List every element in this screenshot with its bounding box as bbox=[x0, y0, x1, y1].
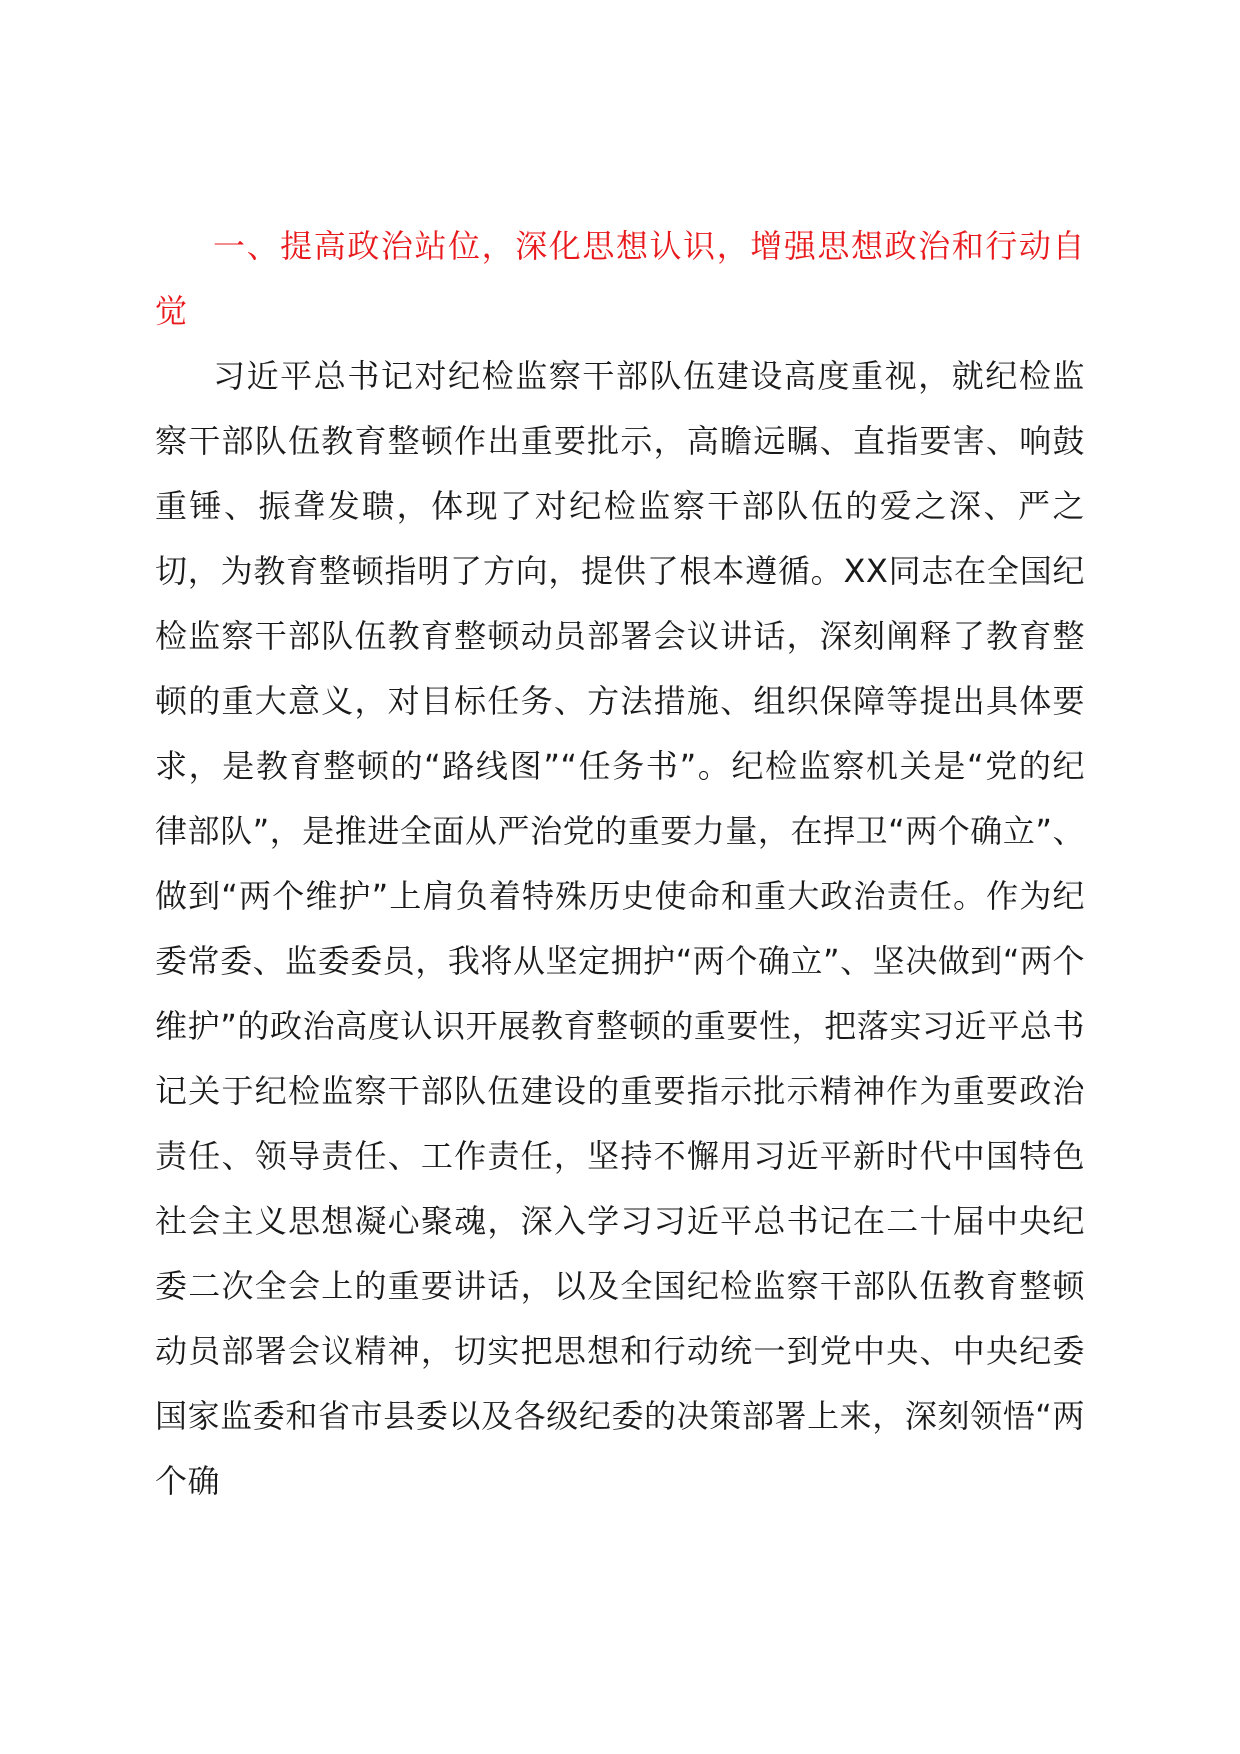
document-content bbox=[155, 214, 1085, 1514]
body-paragraph: 习近平总书记对纪检监察干部队伍建设高度重视，就纪检监察干部队伍教育整顿作出重要批示，高瞻远瞩、直指要害、响鼓重锤、振聋发聩，体现了对纪检监察干部队伍的爱之深、严之切，为教育整顿指明了方向，提供了根本遵循。XX同志在全国纪检监察干部队伍教育整顿动员部署会议讲话，深刻阐释了教育整顿的重大意义，对目标任务、方法措施、组织保障等提出具体要求，是教育整顿的“路线图”“任务书”。纪检监察机关是“党的纪律部队”，是推进全面从严治党的重要力量，在捍卫“两个确立”、做到“两个维护”上肩负着特殊历史使命和重大政治责任。作为纪委常委、监委委员，我将从坚定拥护“两个确立”、坚决做到“两个维护”的政治高度认识开展教育整顿的重要性，把落实习近平总书记关于纪检监察干部队伍建设的重要指示批示精神作为重要政治责任、领导责任、工作责任，坚持不懈用习近平新时代中国特色社会主义思想凝心聚魂，深入学习习近平总书记在二十届中央纪委二次全会上的重要讲话，以及全国纪检监察干部队伍教育整顿动员部署会议精神，切实把思想和行动统一到党中央、中央纪委国家监委和省市县委以及各级纪委的决策部署上来，深刻领悟“两个确 bbox=[155, 357, 1085, 1500]
section-heading: 一、提高政治站位，深化思想认识，增强思想政治和行动自觉 bbox=[155, 227, 1085, 330]
